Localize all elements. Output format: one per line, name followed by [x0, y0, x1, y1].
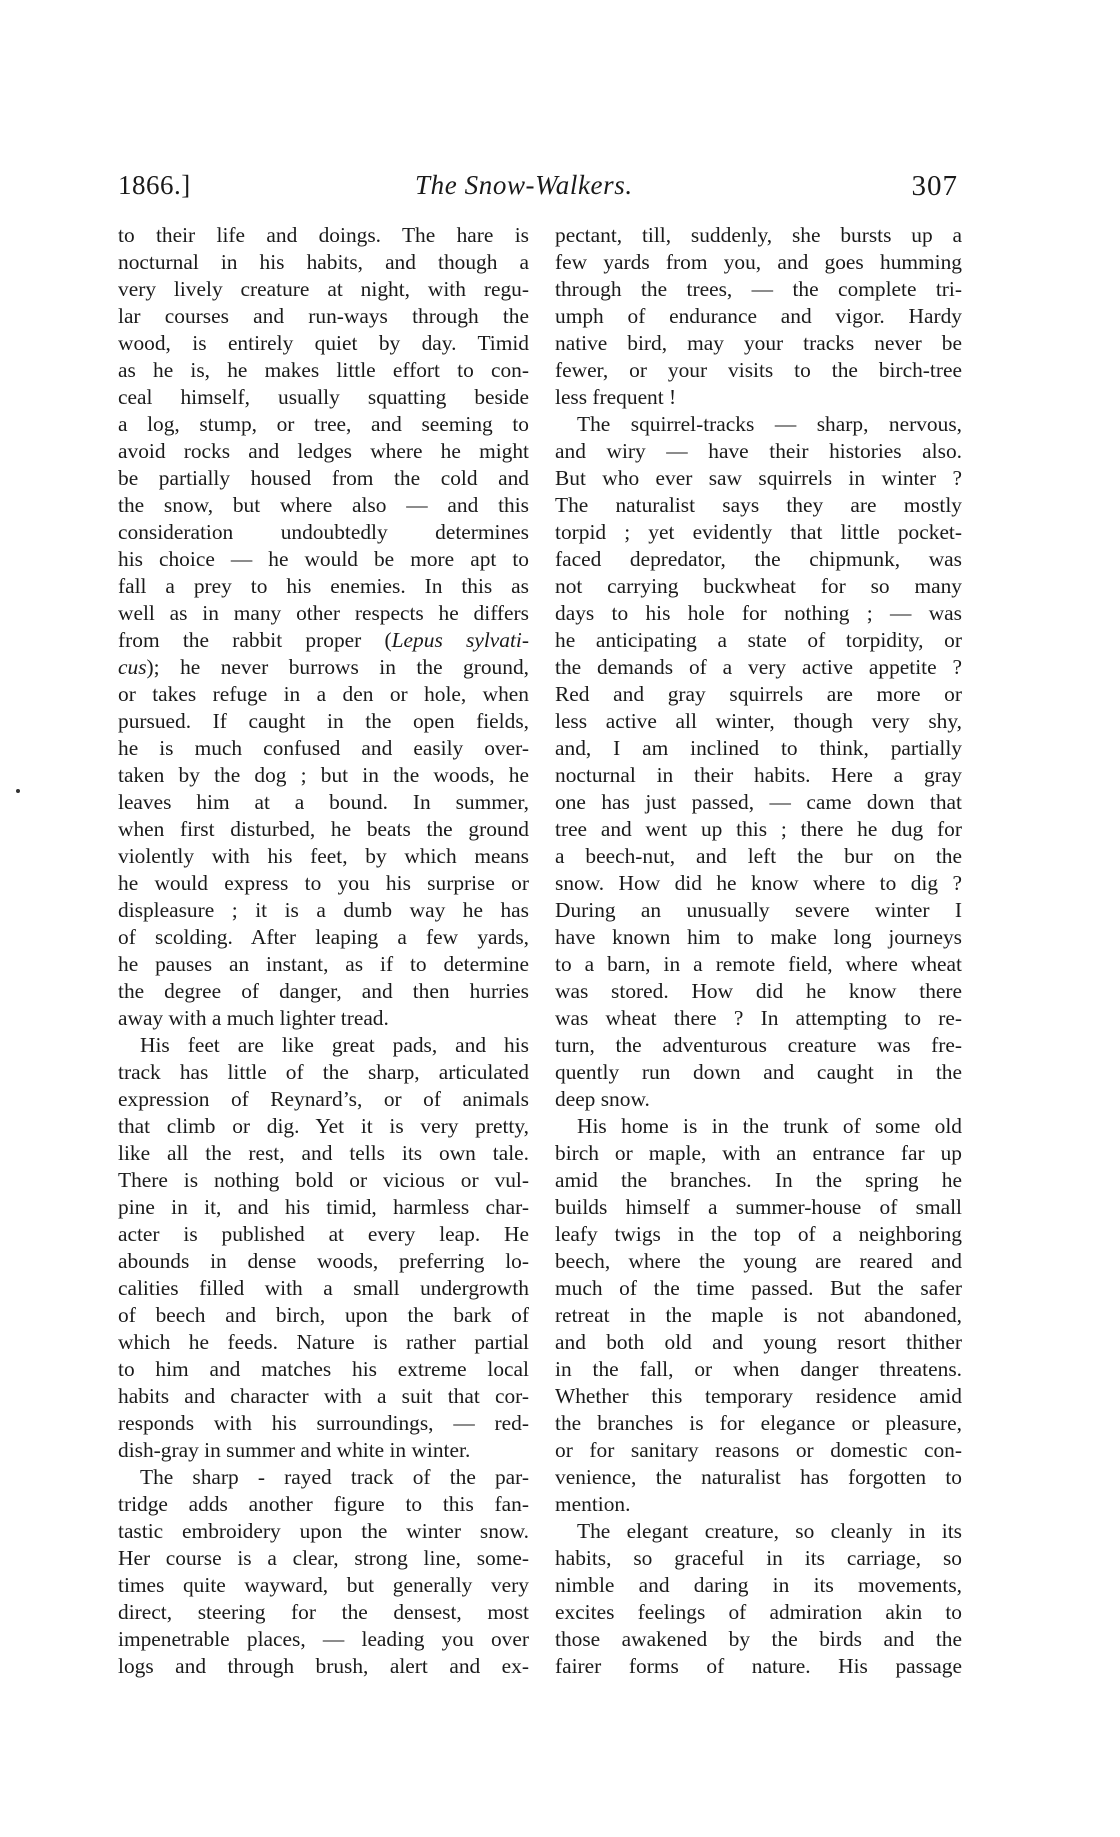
- page-number: 307: [911, 170, 958, 202]
- text-line: [555, 249, 962, 276]
- line-text: leafy twigs in the top of a neighboring: [555, 1222, 962, 1246]
- text-line: [555, 276, 962, 303]
- line-text: dish-gray in summer and white in winter.: [118, 1438, 471, 1462]
- text-line: [118, 1491, 529, 1518]
- text-line: [118, 222, 529, 249]
- text-line: [118, 1167, 529, 1194]
- line-text: to a barn, in a remote field, where wheat: [555, 952, 962, 976]
- text-line: [118, 762, 529, 789]
- line-text: that climb or dig. Yet it is very pretty,: [118, 1114, 529, 1138]
- text-line: [555, 1383, 962, 1410]
- running-head: [118, 170, 963, 206]
- text-line: [555, 1248, 962, 1275]
- text-line: [118, 1113, 529, 1140]
- text-line: [118, 492, 529, 519]
- line-text: mention.: [555, 1492, 631, 1516]
- line-text: faced depredator, the chipmunk, was: [555, 547, 962, 571]
- text-line: [555, 384, 962, 411]
- text-line: [555, 330, 962, 357]
- line-text: The naturalist says they are mostly: [555, 493, 962, 517]
- text-line: [555, 1032, 962, 1059]
- text-line: [555, 1653, 962, 1680]
- line-text: The sharp - rayed track of the par-: [140, 1465, 529, 1489]
- line-text: much of the time passed. But the safer: [555, 1276, 962, 1300]
- right-column: [555, 222, 962, 1680]
- text-line: [118, 1599, 529, 1626]
- text-line: [118, 1653, 529, 1680]
- line-text: tree and went up this ; there he dug for: [555, 817, 962, 841]
- line-text: nocturnal in his habits, and though a: [118, 250, 529, 274]
- line-text: There is nothing bold or vicious or vul-: [118, 1168, 529, 1192]
- text-line: [555, 573, 962, 600]
- line-text: less frequent !: [555, 385, 677, 409]
- text-line: [118, 1437, 529, 1464]
- text-line: [555, 897, 962, 924]
- line-text: and wiry — have their histories also.: [555, 439, 962, 463]
- text-line: [118, 1626, 529, 1653]
- running-head-title: The Snow-Walkers.: [415, 170, 633, 200]
- line-text: have known him to make long journeys: [555, 925, 962, 949]
- text-line: [555, 1491, 962, 1518]
- line-text: displeasure ; it is a dumb way he has: [118, 898, 529, 922]
- line-text: responds with his surroundings, — red-: [118, 1411, 529, 1435]
- text-line: [555, 843, 962, 870]
- line-text: he anticipating a state of torpidity, or: [555, 628, 962, 652]
- text-line: [118, 1059, 529, 1086]
- text-line: [555, 357, 962, 384]
- line-text: ); he never burrows in the ground,: [146, 655, 529, 679]
- line-text: the demands of a very active appetite ?: [555, 655, 962, 679]
- text-line: [118, 1518, 529, 1545]
- text-line: [555, 303, 962, 330]
- line-text: During an unusually severe winter I: [555, 898, 962, 922]
- text-line: [118, 627, 529, 654]
- text-line: [555, 1167, 962, 1194]
- line-text: in the fall, or when danger threatens.: [555, 1357, 962, 1381]
- text-line: [118, 1005, 529, 1032]
- text-line: [118, 1140, 529, 1167]
- text-line: [555, 1518, 962, 1545]
- line-text: well as in many other respects he differs: [118, 601, 529, 625]
- line-text: quently run down and caught in the: [555, 1060, 962, 1084]
- text-line: [118, 816, 529, 843]
- text-line: [118, 843, 529, 870]
- text-line: [118, 951, 529, 978]
- text-line: [118, 1248, 529, 1275]
- text-line: [118, 708, 529, 735]
- text-line: [555, 465, 962, 492]
- text-line: [118, 1329, 529, 1356]
- line-text: torpid ; yet evidently that little pocket-: [555, 520, 962, 544]
- line-text: habits and character with a suit that cor-: [118, 1384, 529, 1408]
- text-line: [555, 924, 962, 951]
- line-text: he would express to you his surprise or: [118, 871, 529, 895]
- text-line: [555, 1086, 962, 1113]
- line-text: through the trees, — the complete tri-: [555, 277, 962, 301]
- text-line: [118, 1356, 529, 1383]
- text-line: [118, 1032, 529, 1059]
- line-text: to their life and doings. The hare is: [118, 223, 529, 247]
- text-line: [555, 1545, 962, 1572]
- left-column: [118, 222, 529, 1680]
- text-line: [118, 330, 529, 357]
- line-text: from the rabbit proper (: [118, 628, 392, 652]
- line-text: umph of endurance and vigor. Hardy: [555, 304, 962, 328]
- line-text: retreat in the maple is not abandoned,: [555, 1303, 962, 1327]
- line-text: or takes refuge in a den or hole, when: [118, 682, 529, 706]
- line-text: The squirrel-tracks — sharp, nervous,: [577, 412, 962, 436]
- text-line: [555, 1275, 962, 1302]
- text-line: [555, 1059, 962, 1086]
- text-line: [555, 816, 962, 843]
- line-text: native bird, may your tracks never be: [555, 331, 962, 355]
- text-line: [555, 1113, 962, 1140]
- text-line: [555, 438, 962, 465]
- text-line: [118, 1383, 529, 1410]
- line-text: of beech and birch, upon the bark of: [118, 1303, 529, 1327]
- italic-text: Lepus sylvati-: [391, 628, 529, 652]
- text-line: [118, 573, 529, 600]
- text-line: [118, 384, 529, 411]
- text-line: [555, 519, 962, 546]
- text-line: [555, 546, 962, 573]
- line-text: be partially housed from the cold and: [118, 466, 529, 490]
- line-text: impenetrable places, — leading you over: [118, 1627, 529, 1651]
- line-text: violently with his feet, by which means: [118, 844, 529, 868]
- text-line: [555, 1140, 962, 1167]
- line-text: amid the branches. In the spring he: [555, 1168, 962, 1192]
- running-head-year: 1866.]: [118, 170, 191, 200]
- line-text: Red and gray squirrels are more or: [555, 682, 962, 706]
- text-line: [555, 654, 962, 681]
- line-text: avoid rocks and ledges where he might: [118, 439, 529, 463]
- text-line: [555, 789, 962, 816]
- line-text: as he is, he makes little effort to con-: [118, 358, 529, 382]
- text-line: [118, 1275, 529, 1302]
- line-text: he is much confused and easily over-: [118, 736, 529, 760]
- line-text: a log, stump, or tree, and seeming to: [118, 412, 529, 436]
- line-text: abounds in dense woods, preferring lo-: [118, 1249, 529, 1273]
- line-text: fewer, or your visits to the birch-tree: [555, 358, 962, 382]
- line-text: the branches is for elegance or pleasure,: [555, 1411, 962, 1435]
- text-line: [555, 600, 962, 627]
- text-line: [118, 897, 529, 924]
- line-text: to him and matches his extreme local: [118, 1357, 529, 1381]
- line-text: less active all winter, though very shy,: [555, 709, 962, 733]
- line-text: those awakened by the birds and the: [555, 1627, 962, 1651]
- line-text: habits, so graceful in its carriage, so: [555, 1546, 962, 1570]
- line-text: builds himself a summer-house of small: [555, 1195, 962, 1219]
- text-line: [118, 1221, 529, 1248]
- line-text: the degree of danger, and then hurries: [118, 979, 529, 1003]
- text-line: [118, 654, 529, 681]
- text-line: [555, 492, 962, 519]
- line-text: very lively creature at night, with regu-: [118, 277, 529, 301]
- text-line: [555, 978, 962, 1005]
- line-text: track has little of the sharp, articulated: [118, 1060, 529, 1084]
- text-line: [118, 519, 529, 546]
- line-text: consideration undoubtedly determines: [118, 520, 529, 544]
- text-line: [555, 1005, 962, 1032]
- line-text: tridge adds another figure to this fan-: [118, 1492, 529, 1516]
- line-text: ceal himself, usually squatting beside: [118, 385, 529, 409]
- text-line: [118, 1302, 529, 1329]
- text-line: [555, 1626, 962, 1653]
- text-line: [118, 735, 529, 762]
- line-text: leaves him at a bound. In summer,: [118, 790, 529, 814]
- text-line: [118, 600, 529, 627]
- text-line: [555, 708, 962, 735]
- line-text: of scolding. After leaping a few yards,: [118, 925, 529, 949]
- text-line: [118, 411, 529, 438]
- text-line: [118, 546, 529, 573]
- line-text: lar courses and run-ways through the: [118, 304, 529, 328]
- line-text: a beech-nut, and left the bur on the: [555, 844, 962, 868]
- line-text: Whether this temporary residence amid: [555, 1384, 962, 1408]
- text-line: [555, 762, 962, 789]
- line-text: His feet are like great pads, and his: [140, 1033, 529, 1057]
- margin-speck: [16, 789, 20, 793]
- line-text: venience, the naturalist has forgotten to: [555, 1465, 962, 1489]
- line-text: times quite wayward, but generally very: [118, 1573, 529, 1597]
- text-line: [118, 1572, 529, 1599]
- text-line: [555, 1356, 962, 1383]
- text-line: [118, 465, 529, 492]
- line-text: like all the rest, and tells its own tale.: [118, 1141, 529, 1165]
- text-line: [118, 681, 529, 708]
- text-line: [555, 222, 962, 249]
- line-text: turn, the adventurous creature was fre-: [555, 1033, 962, 1057]
- line-text: expression of Reynard’s, or of animals: [118, 1087, 529, 1111]
- line-text: fall a prey to his enemies. In this as: [118, 574, 529, 598]
- line-text: The elegant creature, so cleanly in its: [577, 1519, 962, 1543]
- text-line: [555, 870, 962, 897]
- text-line: [555, 1410, 962, 1437]
- text-line: [555, 1572, 962, 1599]
- line-text: pine in it, and his timid, harmless char-: [118, 1195, 529, 1219]
- text-line: [555, 951, 962, 978]
- text-line: [555, 1329, 962, 1356]
- line-text: he pauses an instant, as if to determine: [118, 952, 529, 976]
- text-line: [118, 303, 529, 330]
- line-text: direct, steering for the densest, most: [118, 1600, 529, 1624]
- line-text: pursued. If caught in the open fields,: [118, 709, 529, 733]
- line-text: and, I am inclined to think, partially: [555, 736, 962, 760]
- text-line: [118, 1410, 529, 1437]
- text-line: [555, 1599, 962, 1626]
- text-line: [118, 924, 529, 951]
- line-text: one has just passed, — came down that: [555, 790, 962, 814]
- line-text: birch or maple, with an entrance far up: [555, 1141, 962, 1165]
- line-text: His home is in the trunk of some old: [577, 1114, 962, 1138]
- text-line: [118, 438, 529, 465]
- text-line: [118, 789, 529, 816]
- text-line: [555, 681, 962, 708]
- line-text: away with a much lighter tread.: [118, 1006, 389, 1030]
- text-line: [555, 735, 962, 762]
- line-text: logs and through brush, alert and ex-: [118, 1654, 529, 1678]
- line-text: was wheat there ? In attempting to re-: [555, 1006, 962, 1030]
- text-line: [118, 1086, 529, 1113]
- text-line: [118, 870, 529, 897]
- text-line: [118, 1194, 529, 1221]
- text-line: [118, 1545, 529, 1572]
- line-text: and both old and young resort thither: [555, 1330, 962, 1354]
- line-text: nocturnal in their habits. Here a gray: [555, 763, 962, 787]
- text-line: [118, 357, 529, 384]
- line-text: beech, where the young are reared and: [555, 1249, 962, 1273]
- line-text: not carrying buckwheat for so many: [555, 574, 962, 598]
- line-text: his choice — he would be more apt to: [118, 547, 529, 571]
- text-line: [555, 1194, 962, 1221]
- text-line: [555, 1464, 962, 1491]
- text-line: [555, 1302, 962, 1329]
- line-text: nimble and daring in its movements,: [555, 1573, 962, 1597]
- line-text: days to his hole for nothing ; — was: [555, 601, 962, 625]
- line-text: the snow, but where also — and this: [118, 493, 529, 517]
- line-text: calities filled with a small undergrowth: [118, 1276, 529, 1300]
- text-line: [555, 1437, 962, 1464]
- line-text: acter is published at every leap. He: [118, 1222, 529, 1246]
- line-text: which he feeds. Nature is rather partial: [118, 1330, 529, 1354]
- line-text: wood, is entirely quiet by day. Timid: [118, 331, 529, 355]
- line-text: excites feelings of admiration akin to: [555, 1600, 962, 1624]
- text-line: [118, 1464, 529, 1491]
- text-line: [555, 1221, 962, 1248]
- line-text: taken by the dog ; but in the woods, he: [118, 763, 529, 787]
- line-text: tastic embroidery upon the winter snow.: [118, 1519, 529, 1543]
- line-text: deep snow.: [555, 1087, 650, 1111]
- text-line: [555, 627, 962, 654]
- line-text: snow. How did he know where to dig ?: [555, 871, 962, 895]
- line-text: pectant, till, suddenly, she bursts up a: [555, 223, 962, 247]
- text-line: [118, 978, 529, 1005]
- italic-text: cus: [118, 655, 147, 679]
- line-text: was stored. How did he know there: [555, 979, 962, 1003]
- line-text: But who ever saw squirrels in winter ?: [555, 466, 962, 490]
- text-line: [555, 411, 962, 438]
- text-line: [118, 276, 529, 303]
- text-line: [118, 249, 529, 276]
- line-text: fairer forms of nature. His passage: [555, 1654, 962, 1678]
- line-text: or for sanitary reasons or domestic con-: [555, 1438, 962, 1462]
- line-text: few yards from you, and goes humming: [555, 250, 962, 274]
- line-text: Her course is a clear, strong line, some-: [118, 1546, 529, 1570]
- line-text: when first disturbed, he beats the ground: [118, 817, 529, 841]
